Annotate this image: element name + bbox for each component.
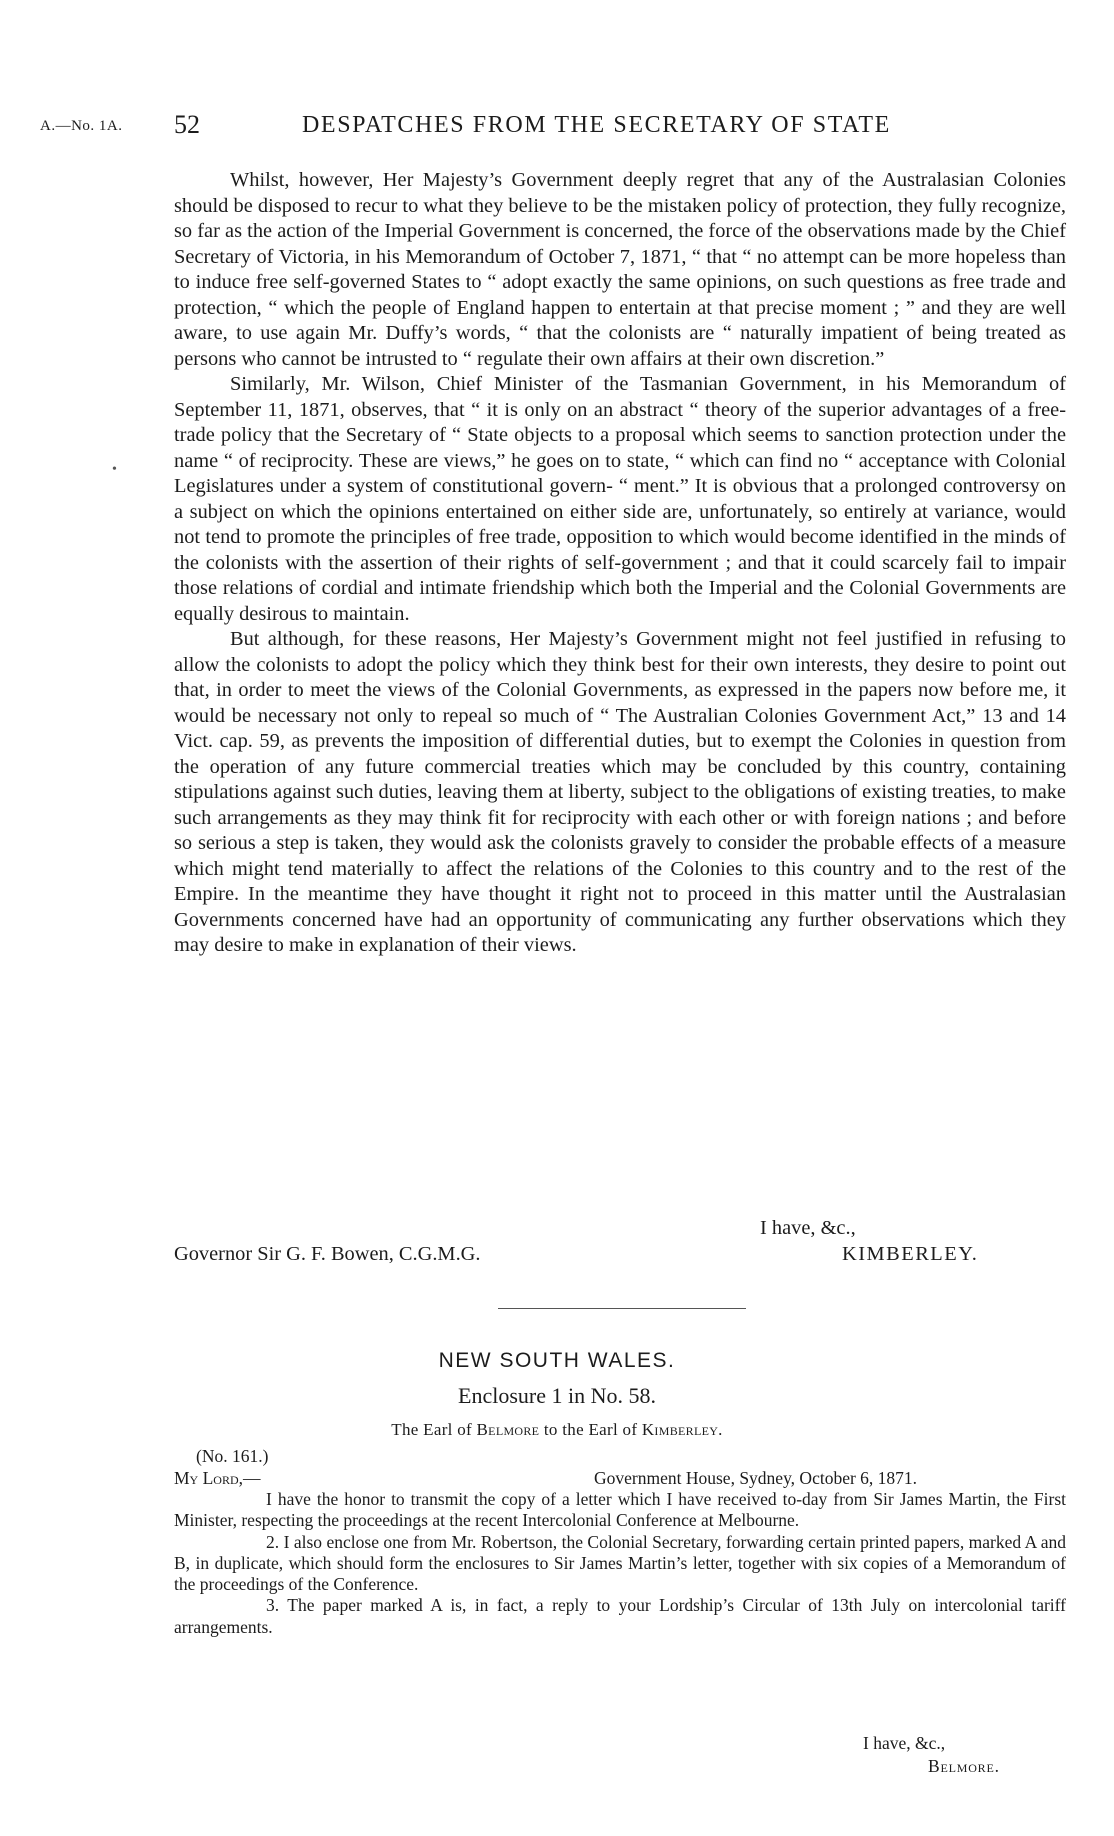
to-name: Kimberley. [641, 1420, 723, 1439]
paragraph: But although, for these reasons, Her Majesty’s Government might not feel justified in refusing to allow the colonists to adopt the policy which they think best for their own interests, they desire to point out that, in order to meet the views of the Colonial Governments, as expressed in the papers now before me, it would be necessary not only to repeal so much of “ The Australian Colonies Government Act,” 13 and 14 Vict. cap. 59, as prevents the imposition of differential duties, but to exempt the Colonies in question from the operation of any future commercial treaties which may be concluded by this country, containing stipulations against such duties, leaving them at liberty, subject to the obligations of existing treaties, to make such arrangements as they may think fit for reciprocity with each other or with foreign nations ; and before so serious a step is taken, they would ask the colonists gravely to consider the probable effects of a measure which might tend materially to affect the relations of the Colonies to this country and to the rest of the Empire. In the meantime they have thought it right not to proceed in this matter until the Australasian Governments concerned have had an opportunity of communicating any further observations which they may desire to make in explanation of their views. [174, 628, 1066, 956]
section-title: NEW SOUTH WALES. [438, 1349, 676, 1372]
paragraph: I have the honor to transmit the copy of a letter which I have received to-day from Sir James Martin, the First Minister, respecting the proceedings at the recent Intercolonial Conference at Melbourne. [174, 1489, 1066, 1531]
from-name: Belmore [476, 1420, 540, 1439]
despatch-addressee: Governor Sir G. F. Bowen, C.G.M.G. [174, 1243, 481, 1265]
letter-signature: Belmore. [928, 1756, 1000, 1776]
paragraph: 2. I also enclose one from Mr. Robertson, the Colonial Secretary, forwarding certain printed papers, marked A and B, in duplicate, which should form the enclosures to Sir James Martin’s letter, together with six copies of a Memorandum of the proceedings of the Conference. [174, 1531, 1066, 1595]
page-header [40, 110, 1080, 146]
paragraph: Whilst, however, Her Majesty’s Government deeply regret that any of the Australasian Colonies should be disposed to recur to what they believe to be the mistaken policy of protection, they fully recognize, so far as the action of the Imperial Government is concerned, the force of the observations made by the Chief Secretary of Victoria, in his Memorandum of October 7, 1871, “ that “ no attempt can be more hopeless than to induce free self-governed States to “ adopt exactly the same opinions, on such questions as free trade and protection, “ which the people of England happen to entertain at that precise moment ; ” and they are well aware, to use again Mr. Duffy’s words, “ that the colonists are “ naturally impatient of being treated as persons who cannot be intrusted to “ regulate their own affairs at their own discretion.” [174, 169, 1066, 370]
section-divider [498, 1308, 746, 1309]
despatch-closing: I have, &c., [760, 1217, 856, 1239]
page-number: 52 [174, 110, 200, 139]
despatch-signature: KIMBERLEY. [842, 1243, 979, 1265]
running-title: DESPATCHES FROM THE SECRETARY OF STATE [302, 112, 891, 138]
paragraph: Similarly, Mr. Wilson, Chief Minister of the Tasmanian Government, in his Memorandum of September 11, 1871, observes, that “ it is only on an abstract “ theory of the superior advantages of a free-trade policy that the Secretary of “ State objects to a proposal which seems to sanction protection under the name “ of reciprocity. These are views,” he goes on to state, “ which can find no “ acceptance with Colonial Legislatures under a system of constitutional govern- “ ment.” It is obvious that a prolonged controversy on a subject on which the opinions entertained on either side are, unfortunately, so entirely at variance, would not tend to promote the principles of free trade, opposition to which would become identified in the minds of the colonists with the assertion of their rights of self-government ; and that it could scarcely fail to impair those relations of cordial and intimate friendship which both the Imperial and the Colonial Governments are equally desirous to maintain. [174, 373, 1066, 625]
from-to-middle: to the Earl of [539, 1420, 642, 1439]
place-date: Government House, Sydney, October 6, 1871. [594, 1468, 918, 1488]
document-reference: A.—No. 1A. [40, 118, 123, 134]
enclosure-heading: Enclosure 1 in No. 58. [458, 1383, 656, 1408]
letter-closing: I have, &c., [863, 1733, 946, 1753]
margin-mark: • [112, 462, 117, 477]
despatch-body [174, 168, 1066, 959]
enclosure-from-to [0, 1420, 1114, 1440]
enclosure-letter-body [174, 1489, 1066, 1638]
paragraph: 3. The paper marked A is, in fact, a reply to your Lordship’s Circular of 13th July on intercolonial tariff arrangements. [174, 1595, 1066, 1637]
from-to-prefix: The Earl of [391, 1420, 477, 1439]
salutation: My Lord,— [174, 1468, 261, 1488]
letter-number: (No. 161.) [196, 1446, 269, 1466]
